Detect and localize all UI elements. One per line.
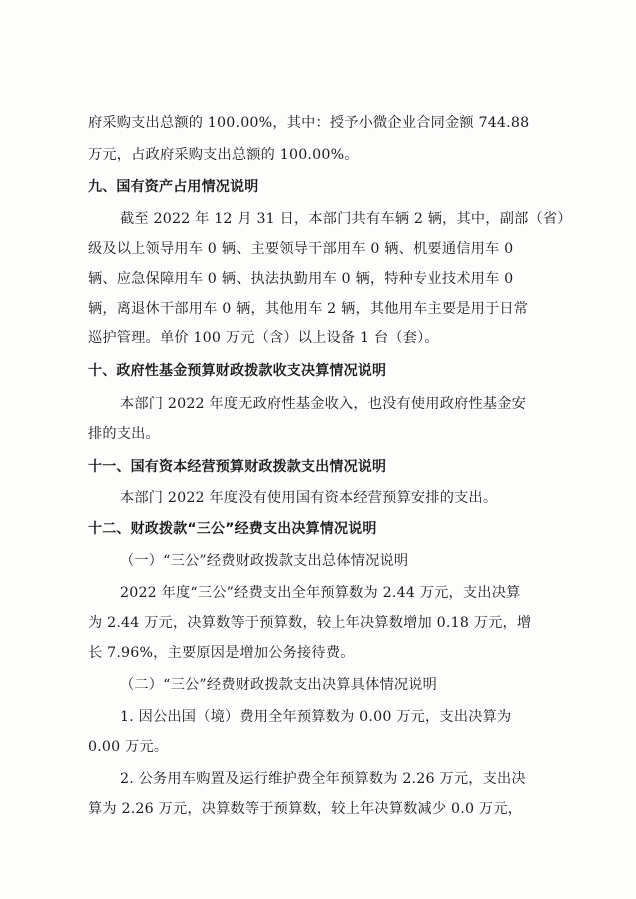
section-heading-10: 十、政府性基金预算财政拨款收支决算情况说明 bbox=[88, 363, 387, 379]
body-text-line: 长 7.96%，主要原因是增加公务接待费。 bbox=[88, 645, 355, 661]
body-text-line: 府采购支出总额的 100.00%，其中：授予小微企业合同金额 744.88 bbox=[88, 115, 530, 131]
subsection-heading-1: （一）“三公”经费财政拨款支出总体情况说明 bbox=[120, 553, 409, 569]
body-text-line: 辆，离退休干部用车 0 辆，其他用车 2 辆，其他用车主要是用于日常 bbox=[88, 301, 529, 317]
body-text-line: 本部门 2022 年度无政府性基金收入，也没有使用政府性基金安 bbox=[120, 396, 527, 412]
body-text-line: 1. 因公出国（境）费用全年预算数为 0.00 万元，支出决算为 bbox=[120, 709, 512, 725]
body-text-line: 本部门 2022 年度没有使用国有资本经营预算安排的支出。 bbox=[120, 490, 498, 506]
body-text-line: 截至 2022 年 12 月 31 日，本部门共有车辆 2 辆，其中，副部（省） bbox=[120, 211, 572, 227]
body-text-line: 排的支出。 bbox=[88, 426, 160, 442]
section-heading-11: 十一、国有资本经营预算财政拨款支出情况说明 bbox=[88, 459, 387, 475]
body-text-line: 算为 2.26 万元，决算数等于预算数，较上年决算数减少 0.0 万元， bbox=[88, 801, 523, 817]
subsection-heading-2: （二）“三公”经费财政拨款支出决算具体情况说明 bbox=[120, 677, 438, 693]
body-text-line: 2. 公务用车购置及运行维护费全年预算数为 2.26 万元，支出决 bbox=[120, 771, 526, 787]
body-text-line: 巡护管理。单价 100 万元（含）以上设备 1 台（套）。 bbox=[88, 330, 439, 346]
section-heading-12: 十二、财政拨款“三公”经费支出决算情况说明 bbox=[88, 521, 377, 537]
body-text-line: 2022 年度“三公”经费支出全年预算数为 2.44 万元，支出决算 bbox=[120, 585, 521, 601]
body-text-line: 辆、应急保障用车 0 辆、执法执勤用车 0 辆，特种专业技术用车 0 bbox=[88, 271, 514, 287]
body-text-line: 万元，占政府采购支出总额的 100.00%。 bbox=[88, 147, 359, 163]
body-text-line: 级及以上领导用车 0 辆、主要领导干部用车 0 辆、机要通信用车 0 bbox=[88, 241, 514, 257]
section-heading-9: 九、国有资产占用情况说明 bbox=[88, 179, 259, 195]
body-text-line: 0.00 万元。 bbox=[88, 739, 169, 755]
body-text-line: 为 2.44 万元，决算数等于预算数，较上年决算数增加 0.18 万元，增 bbox=[88, 615, 532, 631]
